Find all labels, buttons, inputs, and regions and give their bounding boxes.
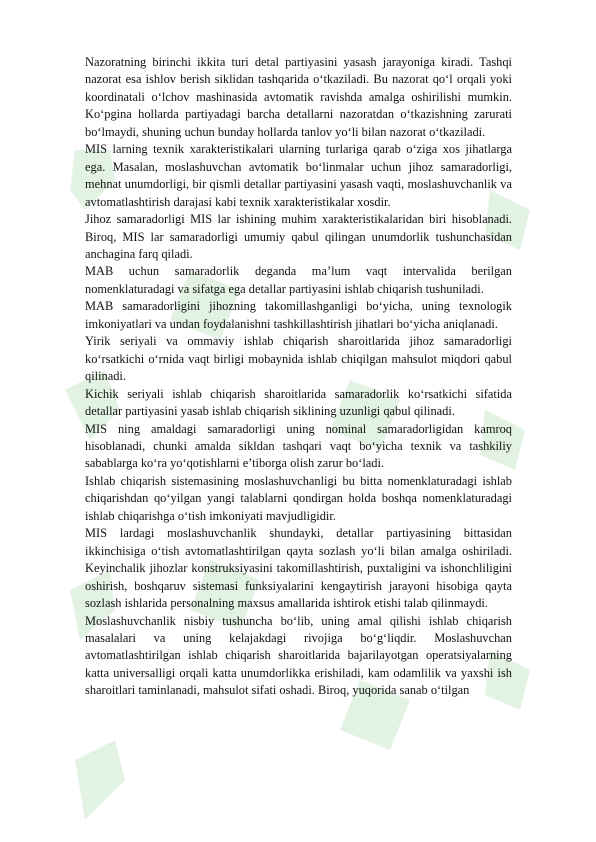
paragraph-mis-characteristics: MIS larning texnik xarakteristikalari ularning turlariga qarab o‘ziga xos jihatlarga ega. Masalan, moslashuvchan avtomatik bo‘linmalar uchun jihoz samaradorligi, mehnat unumdorligi, bir qismli detallar partiyasini yasash vaqti, moslashuvchanlik va avtomatlashtirish darajasi kabi texnik xarakteristikalar xosdir. [85,142,512,209]
paragraph-equipment-efficiency: Jihoz samaradorligi MIS lar ishining muhim xarakteristikalaridan biri hisoblanadi. Biroq, MIS lar samaradorligi umumiy qabul qilingan unumdorlik tushunchasidan anchagina farq qiladi. [85,212,512,261]
paragraph-small-series: Kichik seriyali ishlab chiqarish sharoitlarida samaradorlik ko‘rsatkichi sifatida detallar partiyasini yasab ishlab chiqarish siklining uzunligi qabul qilinadi. [85,386,512,419]
paragraph-actual-efficiency: MIS ning amaldagi samaradorligi uning nominal samaradorligidan kamroq hisoblanadi, chunki amalda sikldan tashqari vaqt bo‘yicha texnik va tashkiliy sabablarga ko‘ra yo‘qotishlarni e’tiborga olish zarur bo‘ladi. [85,421,512,471]
paragraph-mab-efficiency-definition: MAB uchun samaradorlik deganda ma’lum vaqt intervalida berilgan nomenklaturadagi va sifatga ega detallar partiyasini ishlab chiqarish tushuniladi. [85,264,512,296]
paragraph-control-types: Nazoratning birinchi ikkita turi detal partiyasini yasash jarayoniga kiradi. Tashqi nazorat esa ishlov berish siklidan tashqarida o‘tkaziladi. Bu nazorat qo‘l orqali yoki koordinatali o‘lchov mashinasida avtomatik ravishda amalga oshirilishi mumkin. Ko‘pgina hollarda partiyadagi barcha detallarni nazoratdan o‘tkazishning zarurati bo‘lmaydi, shuning uchun bunday hollarda tanlov yo‘li bilan nazorat o‘tkaziladi. [85,55,512,139]
paragraph-large-series: Yirik seriyali va ommaviy ishlab chiqarish sharoitlarida jihoz samaradorligi ko‘rsatkichi o‘rnida vaqt birligi mobaynida ishlab chiqilgan mahsulot miqdori qabul qilinadi. [85,334,512,384]
paragraph-system-flexibility: Ishlab chiqarish sistemasining moslashuvchanligi bu bitta nomenklaturadagi ishlab chiqarishdan qo‘yilgan yangi talablarni qondirgan holda boshqa nomenklaturadagi ishlab chiqarishga o‘tish imkoniyati mavjudligidir. [85,473,512,523]
paragraph-relative-flexibility: Moslashuvchanlik nisbiy tushuncha bo‘lib, uning amal qilishi ishlab chiqarish masalalari va uning kelajakdagi rivojiga bo‘g‘liqdir. Moslashuvchan avtomatlashtirilgan ishlab chiqarish sharoitlarida bajarilayotgan operatsiyalarning katta universalligi orqali katta unumdorlikka erishiladi, kam odamlilik va yaxshi ish sharoitlari taminlanadi, mahsulot sifati oshadi. Biroq, yuqorida sanab o‘tilgan [85,613,512,698]
paragraph-mab-efficiency-factors: MAB samaradorligini jihozning takomillashganligi bo‘yicha, uning texnologik imkoniyatlari va undan foydalanishni tashkillashtirish jihatlari bo‘yicha aniqlanadi. [85,299,512,331]
body-text [85,54,512,700]
paragraph-mis-flexibility: MIS lardagi moslashuvchanlik shundayki, detallar partiyasining bittasidan ikkinchisiga o‘tish avtomatlashtirilgan qayta sozlash yo‘li bilan amalga oshiriladi. Keyinchalik jihozlar konstruksiyasini takomillashtirish, puxtaligini va ishonchliligini oshirish, boshqaruv sistemasi funksiyalarini kengaytirish jarayoni hisobiga qayta sozlash ishlarida personalning maxsus amallarida ishtirok etishi talab qilinmaydi. [85,526,512,611]
